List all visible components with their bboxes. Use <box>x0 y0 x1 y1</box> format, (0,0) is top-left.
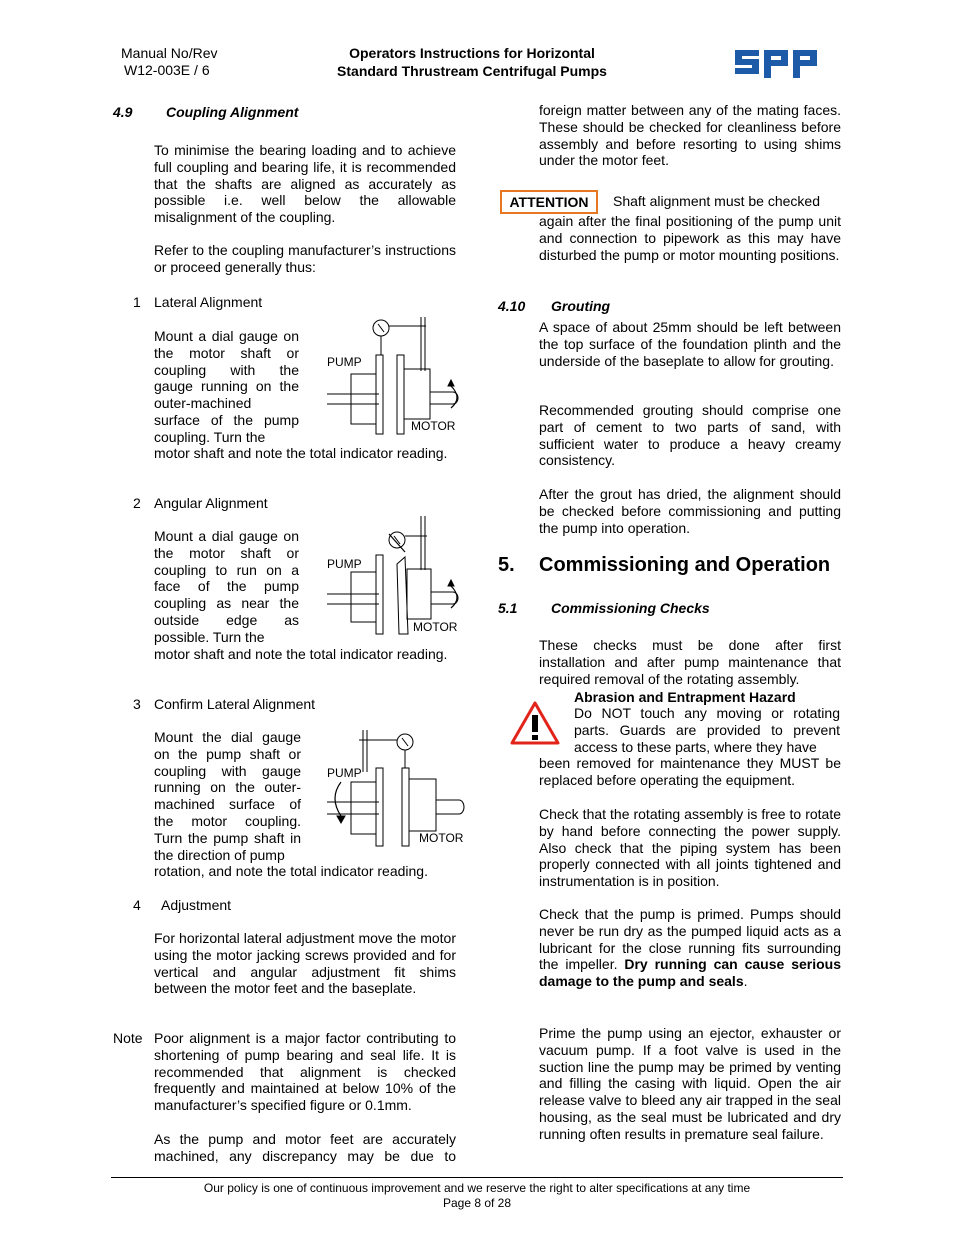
confirm-lateral-alignment-figure <box>323 722 468 847</box>
grouting-paragraph-3: After the grout has dried, the alignment should be checked before commissioning and putting the pump into operation. <box>539 486 841 536</box>
primed-paragraph <box>539 906 841 990</box>
hazard-text-cont: been removed for maintenance they MUST be replaced before operating the equipment. <box>539 755 841 788</box>
item-3-title: Confirm Lateral Alignment <box>154 696 316 712</box>
fig1-motor-label: MOTOR <box>411 419 456 433</box>
footer-rule <box>111 1177 843 1178</box>
item-4-number: 4 <box>133 897 141 913</box>
item-1-title: Lateral Alignment <box>154 294 263 310</box>
grouting-paragraph-1: A space of about 25mm should be left between the top surface of the foundation plinth and the underside of the baseplate to allow for grouting. <box>539 319 841 369</box>
section-5-number: 5. <box>498 554 515 576</box>
item-1-text: Mount a dial gauge on the motor shaft or coupling with the gauge running on the outer-machined surface of the pump coupling. Turn the <box>154 328 299 445</box>
warning-triangle-icon <box>509 700 561 746</box>
item-2-text-cont: motor shaft and note the total indicator reading. <box>154 646 448 662</box>
prime-pump-paragraph: Prime the pump using an ejector, exhauster or vacuum pump. If a foot valve is used in the suction line the pump may be primed by venting and filling the casing with liquid. Open the air release valve to bleed any air trapped in the seal housing, as the seal must be lubricated and dry running often results in premature seal failure. <box>539 1025 841 1142</box>
footer-policy: Our policy is one of continuous improvement and we reserve the right to alter specifications at any time <box>203 1181 751 1195</box>
refer-paragraph: Refer to the coupling manufacturer’s instructions or proceed generally thus: <box>154 242 456 275</box>
manual-no-value: W12-003E / 6 <box>124 62 210 78</box>
doc-title-line1: Operators Instructions for Horizontal <box>349 45 595 61</box>
item-1-number: 1 <box>133 294 141 310</box>
attention-badge: ATTENTION <box>500 190 598 214</box>
fig2-motor-label: MOTOR <box>413 620 458 634</box>
section-5-1-title: Commissioning Checks <box>551 600 710 616</box>
item-3-number: 3 <box>133 696 141 712</box>
item-4-title: Adjustment <box>161 897 232 913</box>
checks-intro-paragraph: These checks must be done after first installation and after pump maintenance that required removal of the rotating assembly. <box>539 637 841 687</box>
dry-running-warning: Dry running can cause serious damage to the pump and seals <box>539 956 841 990</box>
attention-first-line: Shaft alignment must be checked <box>613 193 821 209</box>
item-2-text: Mount a dial gauge on the motor shaft or coupling to run on a face of the pump coupling as near the outside edge as possible. Turn the <box>154 528 299 645</box>
primed-text: Check that the pump is primed. Pumps should never be run dry as the pumped liquid acts as a lubricant for the close running fits surrounding the impeller. <box>539 906 841 973</box>
item-1-text-cont: motor shaft and note the total indicator reading. <box>154 445 448 461</box>
doc-title-line2: Standard Thrustream Centrifugal Pumps <box>337 63 607 79</box>
section-4-9-title: Coupling Alignment <box>166 104 299 120</box>
item-2-title: Angular Alignment <box>154 495 268 511</box>
section-5-title: Commissioning and Operation <box>539 554 831 576</box>
grouting-paragraph-2: Recommended grouting should comprise one part of cement to two parts of sand, with sufficient water to produce a heavy creamy consistency. <box>539 402 841 469</box>
fig1-pump-label: PUMP <box>327 355 362 369</box>
rotating-assembly-paragraph: Check that the rotating assembly is free to rotate by hand before connecting the power supply. Also check that the piping system has been properly connected with all joints tightened and instrumentation is in position. <box>539 806 841 890</box>
section-4-10-title: Grouting <box>551 298 611 314</box>
section-4-9-number: 4.9 <box>113 104 133 120</box>
section-5-1-number: 5.1 <box>498 600 518 616</box>
coupling-intro-paragraph: To minimise the bearing loading and to achieve full coupling and bearing life, it is recommended that the shafts are aligned as accurately as possible i.e. well below the allowable misalignment of the coupling. <box>154 142 456 226</box>
page-number: Page 8 of 28 <box>442 1196 512 1210</box>
item-2-number: 2 <box>133 495 141 511</box>
note-label: Note <box>113 1030 143 1046</box>
spp-logo <box>735 46 817 78</box>
fig2-pump-label: PUMP <box>327 557 362 571</box>
section-4-10-number: 4.10 <box>498 298 526 314</box>
hazard-text: Do NOT touch any moving or rotating parts. Guards are provided to prevent access to these parts, where they have <box>574 705 840 755</box>
item-4-text: For horizontal lateral adjustment move the motor using the motor jacking screws provided and for vertical and angular adjustment fit shims between the motor feet and the baseplate. <box>154 930 456 997</box>
manual-no-label: Manual No/Rev <box>121 45 218 61</box>
feet-paragraph: As the pump and motor feet are accurately machined, any discrepancy may be due to <box>154 1131 456 1164</box>
item-3-text-cont: rotation, and note the total indicator reading. <box>154 863 428 879</box>
note-text: Poor alignment is a major factor contributing to shortening of pump bearing and seal life. It is recommended that alignment is checked frequently and maintained at below 10% of the manufacturer’s specified figure or 0.1mm. <box>154 1030 456 1114</box>
item-3-text: Mount the dial gauge on the pump shaft or coupling with gauge running on the outer-machined surface of the motor coupling. Turn the pump shaft in the direction of pump <box>154 729 301 863</box>
hazard-title: Abrasion and Entrapment Hazard <box>574 689 796 705</box>
attention-text: again after the final positioning of the pump unit and connection to pipework as this may have disturbed the pump or motor mounting positions. <box>539 213 841 263</box>
primed-end: . <box>743 973 748 990</box>
fig3-pump-label: PUMP <box>327 766 362 780</box>
fig3-motor-label: MOTOR <box>419 831 464 845</box>
foreign-matter-paragraph: foreign matter between any of the mating faces. These should be checked for cleanliness before assembly and before resorting to using shims under the motor feet. <box>539 102 841 169</box>
